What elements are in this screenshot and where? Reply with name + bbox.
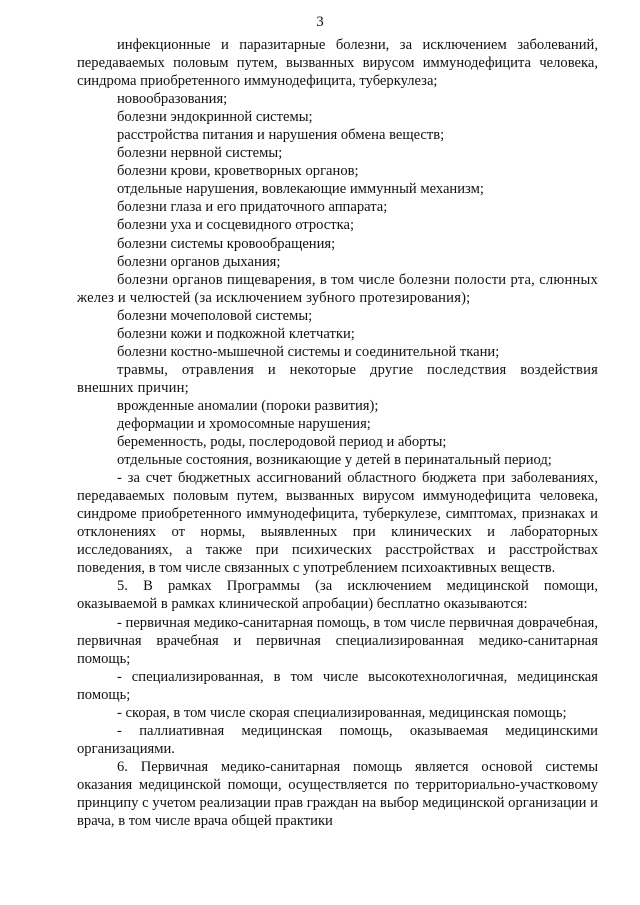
paragraph-ear: болезни уха и сосцевидного отростка; <box>117 217 355 234</box>
paragraph-emergency-care: - скорая, в том числе скорая специализированная, медицинская помощь; <box>117 704 567 721</box>
paragraph-infectious: инфекционные и паразитарные болезни, за исключением заболеваний, передаваемых половым путем, вызванных вирусом иммунодефицита человека, синдрома приобретенного иммунодефицита, туберкулеза; <box>77 37 598 90</box>
paragraph-chromosomal: деформации и хромосомные нарушения; <box>117 415 371 432</box>
paragraph-section-5: 5. В рамках Программы (за исключением медицинской помощи, оказываемой в рамках клинической апробации) бесплатно оказываются: <box>77 578 598 613</box>
paragraph-congenital: врожденные аномалии (пороки развития); <box>117 397 379 414</box>
paragraph-respiratory: болезни органов дыхания; <box>117 253 281 270</box>
paragraph-skin: болезни кожи и подкожной клетчатки; <box>117 325 355 342</box>
paragraph-pregnancy: беременность, роды, послеродовой период и аборты; <box>117 434 447 451</box>
paragraph-regional-budget: - за счет бюджетных ассигнований областного бюджета при заболеваниях, передаваемых половым путем, вызванных вирусом иммунодефицита человека, синдроме приобретенного иммунодефицита, туберкулезе, симптомах, признаках и отклонениях от нормы, выявленных при клинических и лабораторных исследованиях, а также при психических расстройствах и расстройствах поведения, в том числе связанных с употреблением психоактивных веществ. <box>77 470 598 577</box>
paragraph-circulatory: болезни системы кровообращения; <box>117 235 336 252</box>
paragraph-blood: болезни крови, кроветворных органов; <box>117 163 359 180</box>
paragraph-nutrition: расстройства питания и нарушения обмена веществ; <box>117 127 445 144</box>
paragraph-digestive: болезни органов пищеварения, в том числе болезни полости рта, слюнных желез и челюстей (за исключением зубного протезирования); <box>77 271 598 306</box>
paragraph-musculoskeletal: болезни костно-мышечной системы и соединительной ткани; <box>117 343 500 360</box>
paragraph-eye: болезни глаза и его придаточного аппарата; <box>117 199 388 216</box>
document-body <box>77 36 598 830</box>
paragraph-primary-care: - первичная медико-санитарная помощь, в том числе первичная доврачебная, первичная врачебная и первичная специализированная медико-санитарная помощь; <box>77 614 598 667</box>
paragraph-nervous: болезни нервной системы; <box>117 145 283 162</box>
paragraph-palliative-care: - паллиативная медицинская помощь, оказываемая медицинскими организациями. <box>77 722 598 757</box>
page-number: 3 <box>316 14 324 30</box>
paragraph-perinatal: отдельные состояния, возникающие у детей в перинатальный период; <box>117 452 552 469</box>
paragraph-neoplasms: новообразования; <box>117 91 228 108</box>
paragraph-immune: отдельные нарушения, вовлекающие иммунный механизм; <box>117 181 484 198</box>
paragraph-section-6: 6. Первичная медико-санитарная помощь является основой системы оказания медицинской помощи, осуществляется по территориально-участковому принципу с учетом реализации прав граждан на выбор медицинской организации и врача, в том числе врача общей практики <box>77 758 598 830</box>
paragraph-endocrine: болезни эндокринной системы; <box>117 109 313 126</box>
paragraph-injuries: травмы, отравления и некоторые другие последствия воздействия внешних причин; <box>77 361 598 396</box>
paragraph-specialized-care: - специализированная, в том числе высокотехнологичная, медицинская помощь; <box>77 668 598 703</box>
paragraph-genitourinary: болезни мочеполовой системы; <box>117 307 313 324</box>
